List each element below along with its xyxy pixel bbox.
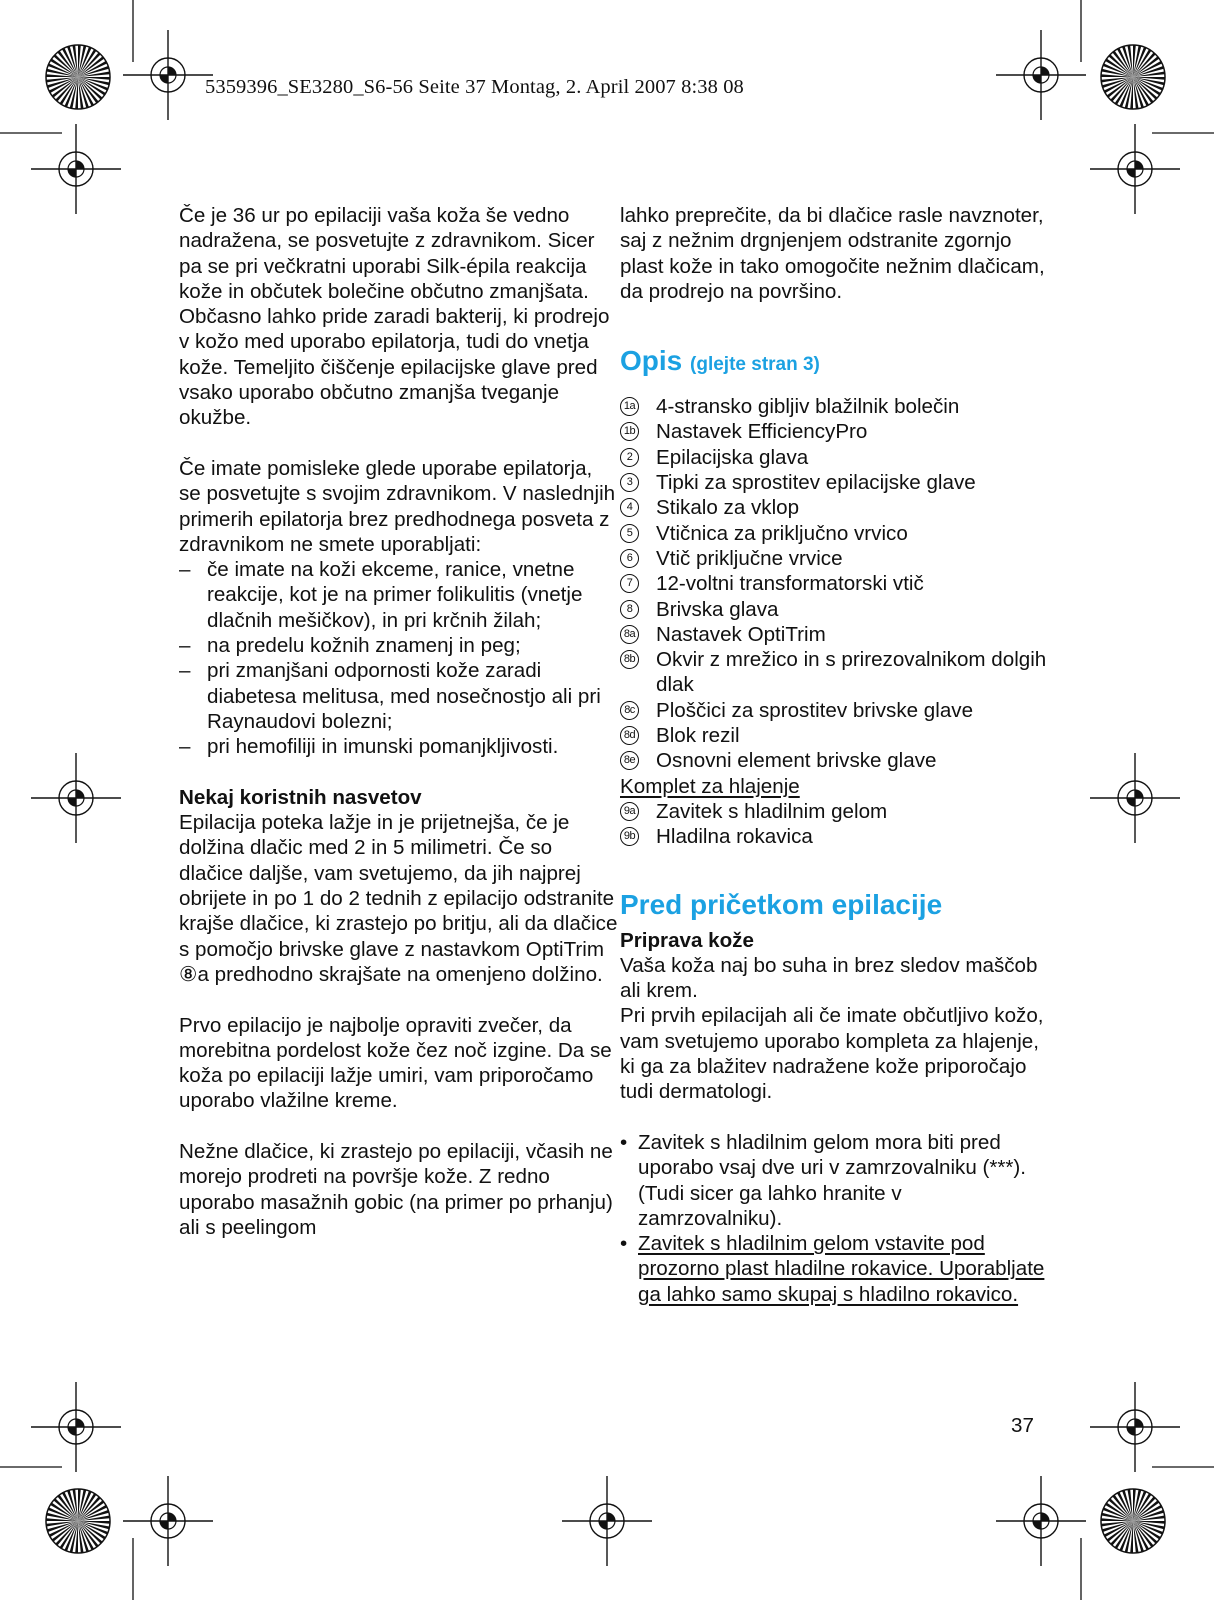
priprava-heading: Priprava kože [620,928,754,952]
part-number-badge: 3 [620,473,639,492]
part-item [620,748,1050,773]
part-number-badge: 9b [620,827,639,846]
part-number-badge: 1b [620,422,639,441]
part-number-badge: 4 [620,498,639,517]
part-item [620,799,1050,824]
contraindication-list [179,557,619,759]
part-item [620,394,1050,419]
starburst-target-icon [46,45,110,109]
part-label: Stikalo za vklop [656,496,800,520]
part-item [620,470,1050,495]
tips-heading: Nekaj koristnih nasvetov [179,785,422,809]
paragraph-skin-irritation: Če je 36 ur po epilaciji vaša koža še vedno nadražena, se posvetujte z zdravnikom. Sicer pa se pri večkratni uporabi Silk-épila reakcija kože in občutek bolečine občutno zmanjšata. Občasno lahko pride zaradi bakterij, ki prodrejo v kožo med uporabo epilatorja, tudi do vnetja kože. Temeljito čiščenje epilacijske glave pred vsako uporabo občutno zmanjša tveganje okužbe. [179,204,610,430]
page-number: 37 [1011,1414,1034,1437]
parts-list [620,394,1050,773]
paragraph-priprava-kit: Pri prvih epilacijah ali če imate občutljivo kožo, vam svetujemo uporabo kompleta za hlajenje, ki ga za blažitev nadražene kože priporočajo tudi dermatologi. [620,1004,1044,1104]
list-item: – pri zmanjšani odpornosti kože zaradi diabetesa melitusa, med nosečnostjo ali pri Raynaudovi bolezni; [179,658,619,734]
part-label: 4-stransko gibljiv blažilnik bolečin [656,395,960,419]
list-item [620,1231,1050,1307]
part-label: Brivska glava [656,597,779,621]
bullet-text: Zavitek s hladilnim gelom mora biti pred uporabo vsaj dve uri v zamrzovalniku (***). (Tudi sicer ga lahko hranite v zamrzovalniku). [638,1130,1027,1230]
list-item: – pri hemofiliji in imunski pomanjkljivosti. [179,734,619,759]
bullet-text-underlined: Zavitek s hladilnim gelom vstavite pod prozorno plast hladilne rokavice. Uporabljate ga lahko samo skupaj s hladilno rokavico. [638,1232,1045,1306]
paragraph-peeling-continued: lahko preprečite, da bi dlačice rasle navznoter, saj z nežnim drgnjenjem odstranite zgornjo plast kože in tako omogočite nežnim dlačicam, da prodrejo na površino. [620,204,1045,303]
part-number-badge: 2 [620,448,639,467]
part-label: Vtičnica za priključno vrvico [656,521,908,545]
part-item [620,824,1050,849]
part-item [620,419,1050,444]
part-item [620,495,1050,520]
part-item [620,571,1050,596]
part-label: Epilacijska glava [656,445,809,469]
cooling-bullets [620,1130,1050,1307]
part-label: Nastavek EfficiencyPro [656,420,868,444]
part-item [620,622,1050,647]
part-number-badge: 8a [620,625,639,644]
part-number-badge: 8d [620,726,639,745]
part-label: Osnovni element brivske glave [656,749,937,773]
cooling-kit-heading: Komplet za hlajenje [620,774,800,798]
paragraph-consult-doctor: Če imate pomisleke glede uporabe epilatorja, se posvetujte s svojim zdravnikom. V naslednjih primerih epilatorja brez predhodnega posveta z zdravnikom ne smete uporabljati: [179,456,616,556]
left-column [179,203,619,1240]
part-item [620,723,1050,748]
part-number-badge: 9a [620,802,639,821]
opis-subtitle: (glejte stran 3) [690,354,820,376]
cooling-kit-list [620,799,1050,850]
part-number-badge: 5 [620,524,639,543]
section-title-opis [620,344,1050,382]
part-number-badge: 1a [620,397,639,416]
part-number-badge: 7 [620,574,639,593]
part-label: Blok rezil [656,724,740,748]
section-title-pred: Pred pričetkom epilacije [620,888,943,920]
part-label: Zavitek s hladilnim gelom [656,799,888,823]
paragraph-tips-length: Epilacija poteka lažje in je prijetnejša, če je dolžina dlačic med 2 in 5 milimetri. Če so dlačice daljše, vam svetujemo, da jih najprej obrijete in po 1 do 2 tednih z epilacijo odstranite krajše dlačice, ki zrastejo po britju, ali da dlačice s pomočjo brivske glave z nastavkom OptiTrim ⑧a predhodno skrajšate na omenjeno dolžino. [179,811,618,986]
paragraph-tips-evening: Prvo epilacijo je najbolje opraviti zvečer, da morebitna pordelost kože čez noč izgine. Da se koža po epilaciji lažje umiri, vam priporočamo uporabo vlažilne kreme. [179,1013,612,1113]
part-number-badge: 8e [620,751,639,770]
part-label: Tipki za sprostitev epilacijske glave [656,471,976,495]
part-number-badge: 8c [620,701,639,720]
list-item: – če imate na koži ekceme, ranice, vnetne reakcije, kot je na primer folikulitis (vnetje dlačnih mešičkov), in pri krčnih žilah; [179,557,619,633]
part-number-badge: 6 [620,549,639,568]
starburst-target-icon [46,1489,110,1553]
part-item [620,546,1050,571]
opis-title: Opis [620,345,683,377]
part-number-badge: 8b [620,650,639,669]
paragraph-priprava-dry: Vaša koža naj bo suha in brez sledov maščob ali krem. [620,953,1038,1003]
part-label: Okvir z mrežico in s prirezovalnikom dolgih dlak [656,648,1047,697]
list-item [620,1130,1050,1231]
part-label: 12-voltni transformatorski vtič [656,572,924,596]
part-number-badge: 8 [620,600,639,619]
part-label: Nastavek OptiTrim [656,622,826,646]
list-item: – na predelu kožnih znamenj in peg; [179,633,619,658]
part-item [620,698,1050,723]
starburst-target-icon [1101,1489,1165,1553]
paragraph-tips-ingrown: Nežne dlačice, ki zrastejo po epilaciji, včasih ne morejo prodreti na površje kože. Z redno uporabo masažnih gobic (na primer po prhanju) ali s peelingom [179,1139,613,1239]
part-item [620,597,1050,622]
part-item [620,445,1050,470]
starburst-target-icon [1101,45,1165,109]
print-header: 5359396_SE3280_S6-56 Seite 37 Montag, 2. April 2007 8:38 08 [205,76,744,98]
part-label: Hladilna rokavica [656,825,813,849]
part-item [620,521,1050,546]
part-label: Ploščici za sprostitev brivske glave [656,698,974,722]
part-item [620,647,1050,698]
part-label: Vtič priključne vrvice [656,546,843,570]
right-column [620,203,1050,1307]
